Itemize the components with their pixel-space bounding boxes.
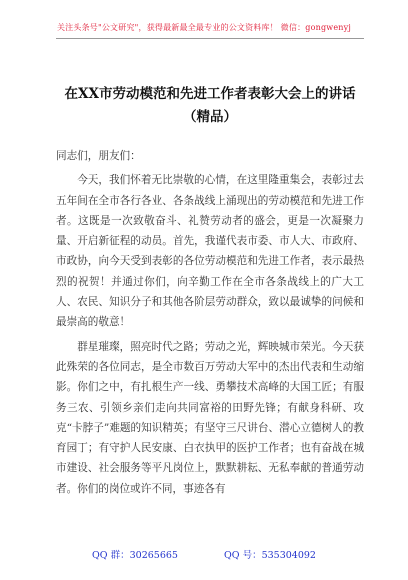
header-divider (56, 38, 364, 39)
footer-qq-number: QQ 号：535304092 (223, 550, 316, 561)
document-title: 在XX市劳动模范和先进工作者表彰大会上的讲话（精品） (64, 86, 356, 125)
paragraph-2: 群星璀璨，照亮时代之路；劳动之光，辉映城市荣光。今天获此殊荣的各位同志，是全市数百万劳动大军中的杰出代表和生动缩影。你们之中，有扎根生产一线、勇攀技术高峰的大国工匠；有服务三农、引领乡亲们走向共同富裕的田野先锋；有献身科研、攻克“卡脖子”难题的知识精英；有坚守三尺讲台、潜心立德树人的教育园丁；有守护人民安康、白衣执甲的医护工作者；也有奋战在城市建设、社会服务等平凡岗位上，默默耕耘、无私奉献的普通劳动者。你们的岗位或许不同，事迹各有 (56, 340, 364, 495)
header-banner: 关注头条号"公文研究"，获得最新最全最专业的公文资料库！ 微信：gongwenyj (56, 23, 352, 32)
footer-qq-group: QQ 群：30265665 (92, 550, 178, 561)
document-body (56, 146, 364, 503)
salutation: 同志们，朋友们： (56, 150, 141, 162)
footer (0, 547, 408, 561)
paragraph-1: 今天，我们怀着无比崇敬的心情，在这里隆重集会，表彰过去五年间在全市各行各业、各条战线上涌现出的劳动模范和先进工作者。这既是一次致敬奋斗、礼赞劳动者的盛会，更是一次凝聚力量、开启新征程的动员。首先，我谨代表市委、市人大、市政府、市政协，向今天受到表彰的各位劳动模范和先进工作者，表示最热烈的祝贺！并通过你们，向辛勤工作在全市各条战线上的广大工人、农民、知识分子和其他各阶层劳动群众，致以最诚挚的问候和最崇高的敬意！ (56, 174, 364, 329)
